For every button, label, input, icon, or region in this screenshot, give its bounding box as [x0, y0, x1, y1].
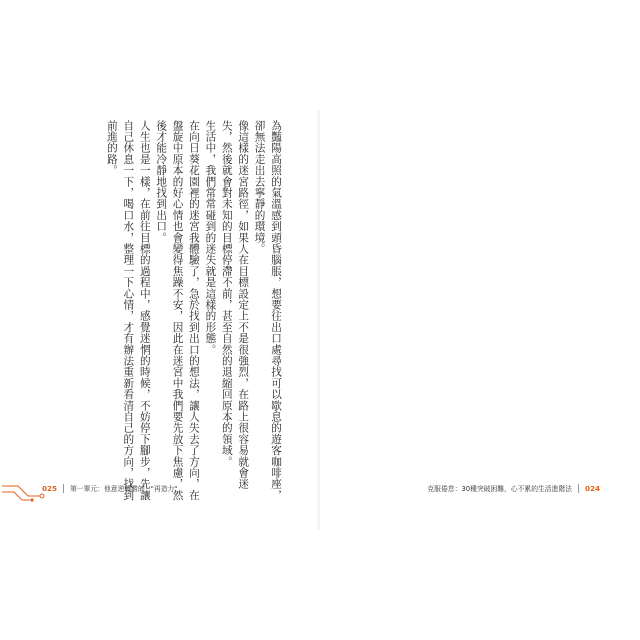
left-page-number: 025	[42, 483, 58, 493]
left-page-body-text: 為豔陽高照的氣溫感到頭昏腦脹，想要往出口處尋找可以歇息的遊客咖啡座，卻無法走出去寧靜的環境。 像這樣的迷宮路徑，如果人在目標設定上不是很強烈，在路上很容易就會迷失，然後就會對未知的目標停滯不前，甚至自然的退縮回原本的領域。 生活中，我們常常碰到的迷失就是這樣的形態。 在向日葵花園裡的迷宮我體驗了，急於找到出口的想法，讓人失去了方向，在盤旋中原本的好心情也會變得焦躁不安，因此在迷宮中我們要先放下焦慮，然後才能冷靜地找到出口。 人生也是一樣，在前往目標的過程中，感覺迷惘的時候，不妨停下腳步，先讓自己休息一下，喝口水，整理一下心情，才有辦法重新看清自己的方向，找到前進的路。	[105, 120, 282, 501]
book-label: 克服倦怠：30種突破困難，心不累的生活進階法	[427, 485, 572, 493]
right-page-footer	[427, 481, 600, 495]
left-page-footer	[42, 481, 177, 495]
footer-divider	[63, 484, 64, 493]
footer-divider	[578, 484, 579, 493]
circuit-line-decoration-left	[0, 476, 60, 526]
right-page	[320, 0, 640, 640]
unit-label: 第一單元：他意逆轉勝的	[70, 485, 145, 493]
unit-title: "再造力"	[150, 485, 178, 493]
right-page-number: 024	[584, 483, 600, 493]
